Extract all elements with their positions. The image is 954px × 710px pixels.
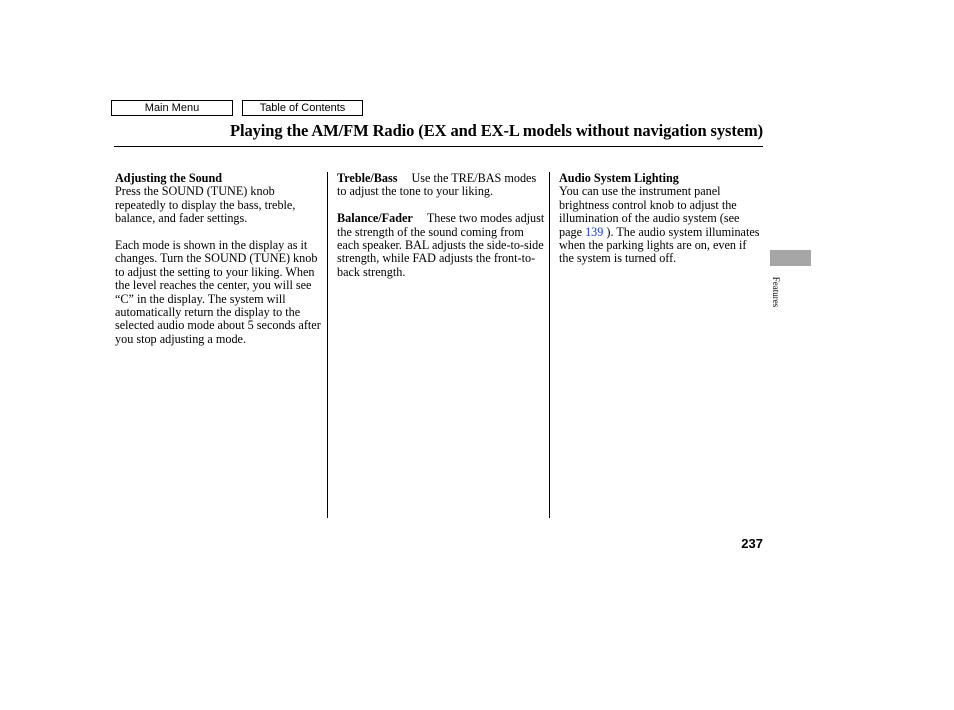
column-lighting <box>559 172 764 266</box>
section-tab <box>770 250 811 266</box>
adjusting-sound-heading: Adjusting the Sound <box>115 171 223 185</box>
balance-fader-paragraph <box>337 212 545 279</box>
balance-fader-heading: Balance/Fader <box>337 211 413 226</box>
page-number: 237 <box>741 536 763 551</box>
column-divider-2 <box>549 172 550 518</box>
main-menu-button[interactable]: Main Menu <box>111 100 233 116</box>
treble-bass-paragraph <box>337 172 545 199</box>
treble-bass-heading: Treble/Bass <box>337 171 398 185</box>
page-139-link[interactable]: 139 <box>585 224 604 239</box>
adjusting-sound-paragraph-1: Press the SOUND (TUNE) knob repeatedly to display the bass, treble, balance, and fader settings. <box>115 184 296 226</box>
lighting-heading: Audio System Lighting <box>559 171 679 185</box>
lighting-text-after: ). The audio system illuminates when the parking lights are on, even if the system is turned off. <box>559 224 760 266</box>
treble-bass-text: Use the TRE/BAS modes to adjust the tone to your liking. <box>337 171 537 199</box>
title-divider <box>114 146 763 147</box>
adjusting-sound-paragraph-2: Each mode is shown in the display as it changes. Turn the SOUND (TUNE) knob to adjust the setting to your liking. When the level reaches the center, you will see “C” in the display. The system will automatically return the display to the selected audio mode about 5 seconds after you stop adjusting a mode. <box>115 238 321 346</box>
table-of-contents-button[interactable]: Table of Contents <box>242 100 363 116</box>
column-divider-1 <box>327 172 328 518</box>
lighting-text-before: You can use the instrument panel brightness control knob to adjust the illumination of the audio system (see page <box>559 184 740 239</box>
column-treble-balance <box>337 172 545 279</box>
lighting-paragraph <box>559 185 764 265</box>
page-title: Playing the AM/FM Radio (EX and EX-L models without navigation system) <box>230 121 763 140</box>
balance-fader-text: These two modes adjust the strength of the sound coming from each speaker. BAL adjusts the side-to-side strength, while FAD adjusts the front-to-back strength. <box>337 211 545 279</box>
column-adjusting-sound <box>115 172 321 346</box>
section-label: Features <box>771 276 781 308</box>
